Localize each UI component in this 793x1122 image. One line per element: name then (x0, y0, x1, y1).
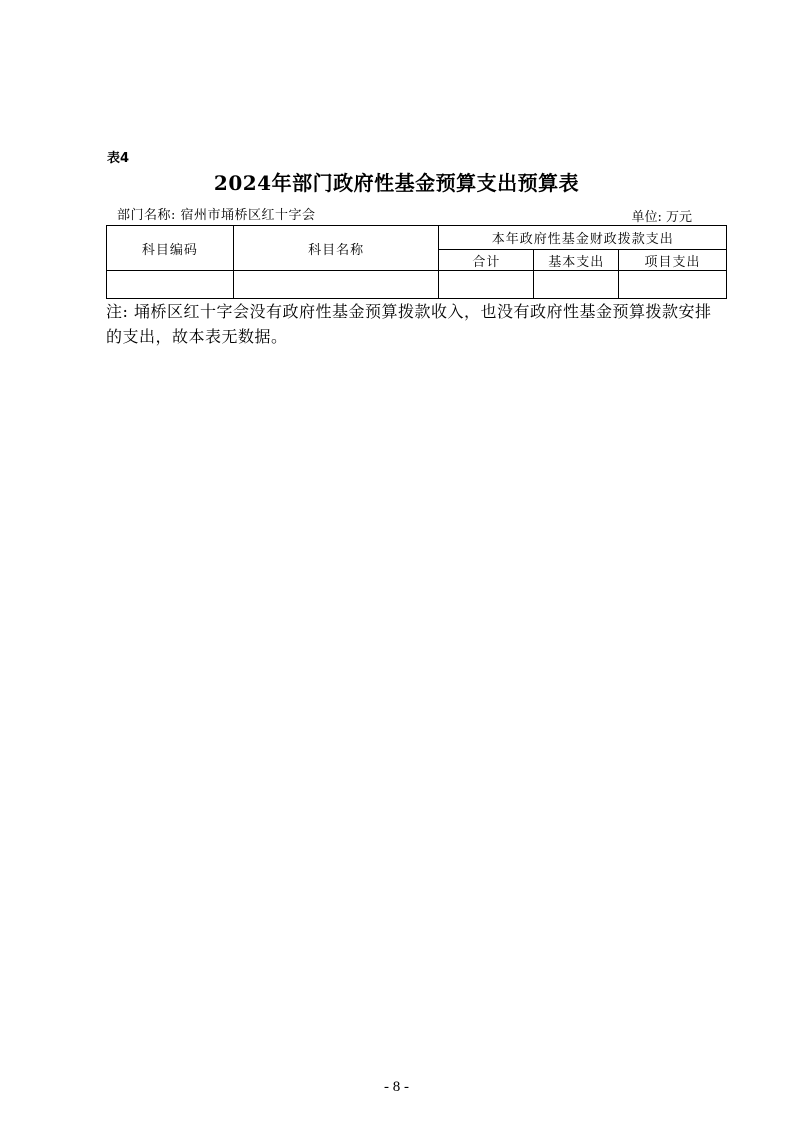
department-label: 部门名称: 宿州市埇桥区红十字会 (117, 208, 316, 223)
budget-table (106, 225, 727, 299)
cell-project (619, 271, 727, 299)
table-note: 注: 埇桥区红十字会没有政府性基金预算拨款收入，也没有政府性基金预算拨款安排的支出，故本表无数据。 (106, 302, 712, 346)
header-subject-code: 科目编码 (107, 226, 234, 271)
cell-name (233, 271, 439, 299)
table-header-row (107, 226, 727, 250)
cell-code (107, 271, 234, 299)
header-project-expenditure: 项目支出 (619, 250, 727, 271)
page-number: - 8 - (384, 1079, 409, 1095)
header-basic-expenditure: 基本支出 (534, 250, 619, 271)
table-row (107, 271, 727, 299)
header-fund-expenditure: 本年政府性基金财政拨款支出 (439, 226, 727, 250)
cell-total (439, 271, 534, 299)
header-total: 合计 (439, 250, 534, 271)
table-number: 表4 (107, 151, 130, 166)
page-title: 2024年部门政府性基金预算支出预算表 (213, 171, 580, 195)
cell-basic (534, 271, 619, 299)
header-subject-name: 科目名称 (233, 226, 439, 271)
unit-label: 单位: 万元 (631, 210, 692, 225)
